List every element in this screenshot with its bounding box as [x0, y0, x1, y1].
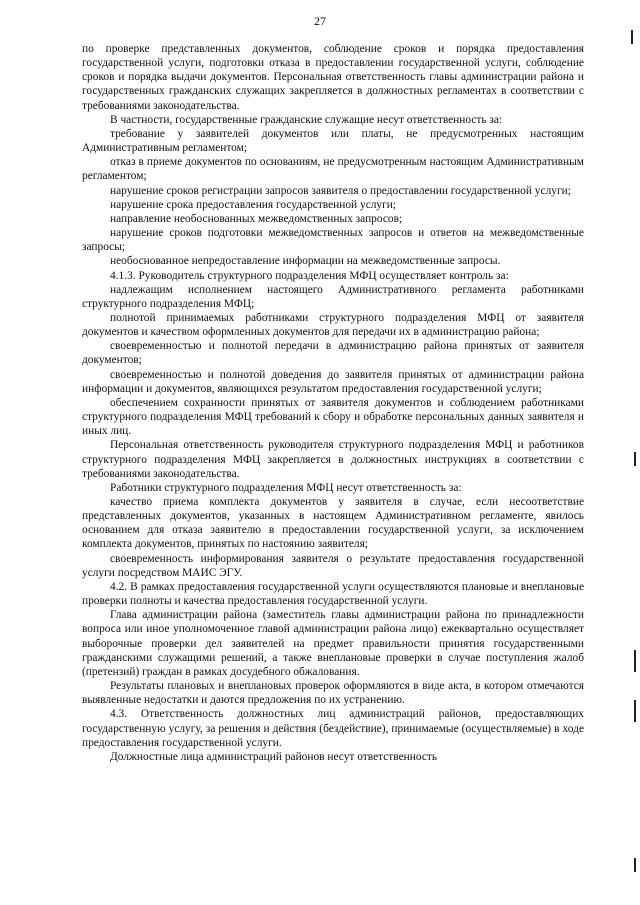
paragraph-2: В частности, государственные гражданские служащие несут ответственность за: [110, 113, 503, 126]
scan-edge-mark [634, 650, 636, 672]
paragraph-10: 4.1.3. Руководитель структурного подразделения МФЦ осуществляет контроль за: [110, 269, 509, 282]
document-body [82, 42, 584, 764]
paragraph-7: направление необоснованных межведомственных запросов; [110, 212, 403, 225]
paragraph-1: по проверке представленных документов, соблюдение сроков и порядка предоставления государственной услуги, подготовки отказа в предоставлении государственной услуги, соблюдение сроков и порядка выдачи документов. Персональная ответственность главы администрации района и государственных гражданских служащих закрепляется в должностных регламентах в соответствии с требованиями законодательства. [82, 43, 584, 112]
paragraph-15: обеспечением сохранности принятых от заявителя документов и соблюдением работниками структурного подразделения МФЦ требований к сбору и обработке персональных данных заявителя и иных лиц. [82, 396, 584, 438]
paragraph-19: своевременность информирования заявителя о результате предоставления государственной услуги посредством МАИС ЭГУ. [82, 552, 584, 579]
paragraph-21: Глава администрации района (заместитель главы администрации района по принадлежности вопроса или иное уполномоченное главой администрации района лицо) ежеквартально осуществляет выборочные проверки дел заявителей на предмет правильности принятия государственными гражданскими служащими решений, а также внеплановые проверки в случае поступления жалоб (претензий) граждан в рамках досудебного обжалования. [82, 609, 584, 678]
paragraph-13: своевременностью и полнотой передачи в администрацию района принятых от заявителя документов; [82, 340, 584, 367]
paragraph-18: качество приема комплекта документов у заявителя в случае, если несоответствие представленных документов, указанных в настоящем Административном регламенте, явилось основанием для отказа заявителю в предоставлении государственной услуги, за исключением комплекта документов, принятых по настоянию заявителя; [82, 496, 584, 551]
paragraph-3: требование у заявителей документов или платы, не предусмотренных настоящим Административным регламентом; [82, 127, 584, 155]
paragraph-24: Должностные лица администраций районов несут ответственность [110, 750, 438, 763]
paragraph-17: Работники структурного подразделения МФЦ несут ответственность за: [110, 481, 462, 494]
scan-edge-mark [634, 452, 636, 466]
scan-edge-mark [634, 858, 636, 872]
paragraph-8: нарушение сроков подготовки межведомственных запросов и ответов на межведомственные запросы; [82, 227, 584, 254]
paragraph-11: надлежащим исполнением настоящего Административного регламента работниками структурного подразделения МФЦ; [82, 283, 584, 310]
paragraph-4: отказ в приеме документов по основаниям, не предусмотренным настоящим Административным регламентом; [82, 156, 584, 183]
paragraph-16: Персональная ответственность руководителя структурного подразделения МФЦ и работников структурного подразделения МФЦ закрепляется в должностных инструкциях в соответствии с требованиями законодательства. [82, 439, 584, 480]
paragraph-12: полнотой принимаемых работниками структурного подразделения МФЦ от заявителя документов и качеством оформленных документов для передачи их в администрацию района; [82, 311, 584, 339]
paragraph-20: 4.2. В рамках предоставления государственной услуги осуществляются плановые и внеплановые проверки полноты и качества предоставления государственной услуги. [82, 580, 584, 608]
scan-edge-mark [631, 30, 633, 44]
paragraph-23: 4.3. Ответственность должностных лиц администраций районов, предоставляющих государственную услугу, за решения и действия (бездействие), принимаемые (осуществляемые) в ходе предоставления государственной услуги. [82, 708, 584, 749]
paragraph-22: Результаты плановых и внеплановых проверок оформляются в виде акта, в котором отмечаются выявленные недостатки и даются предложения по их устранению. [82, 680, 584, 707]
paragraph-14: своевременностью и полнотой доведения до заявителя принятых от администрации района информации и документов, являющихся результатом предоставления государственной услуги; [82, 368, 584, 395]
scan-edge-mark [634, 700, 636, 722]
paragraph-9: необоснованное непредоставление информации на межведомственные запросы. [110, 255, 501, 268]
paragraph-5: нарушение сроков регистрации запросов заявителя о предоставлении государственной услуги; [110, 184, 571, 197]
paragraph-6: нарушение срока предоставления государственной услуги; [110, 198, 397, 211]
page-number: 27 [314, 14, 326, 28]
